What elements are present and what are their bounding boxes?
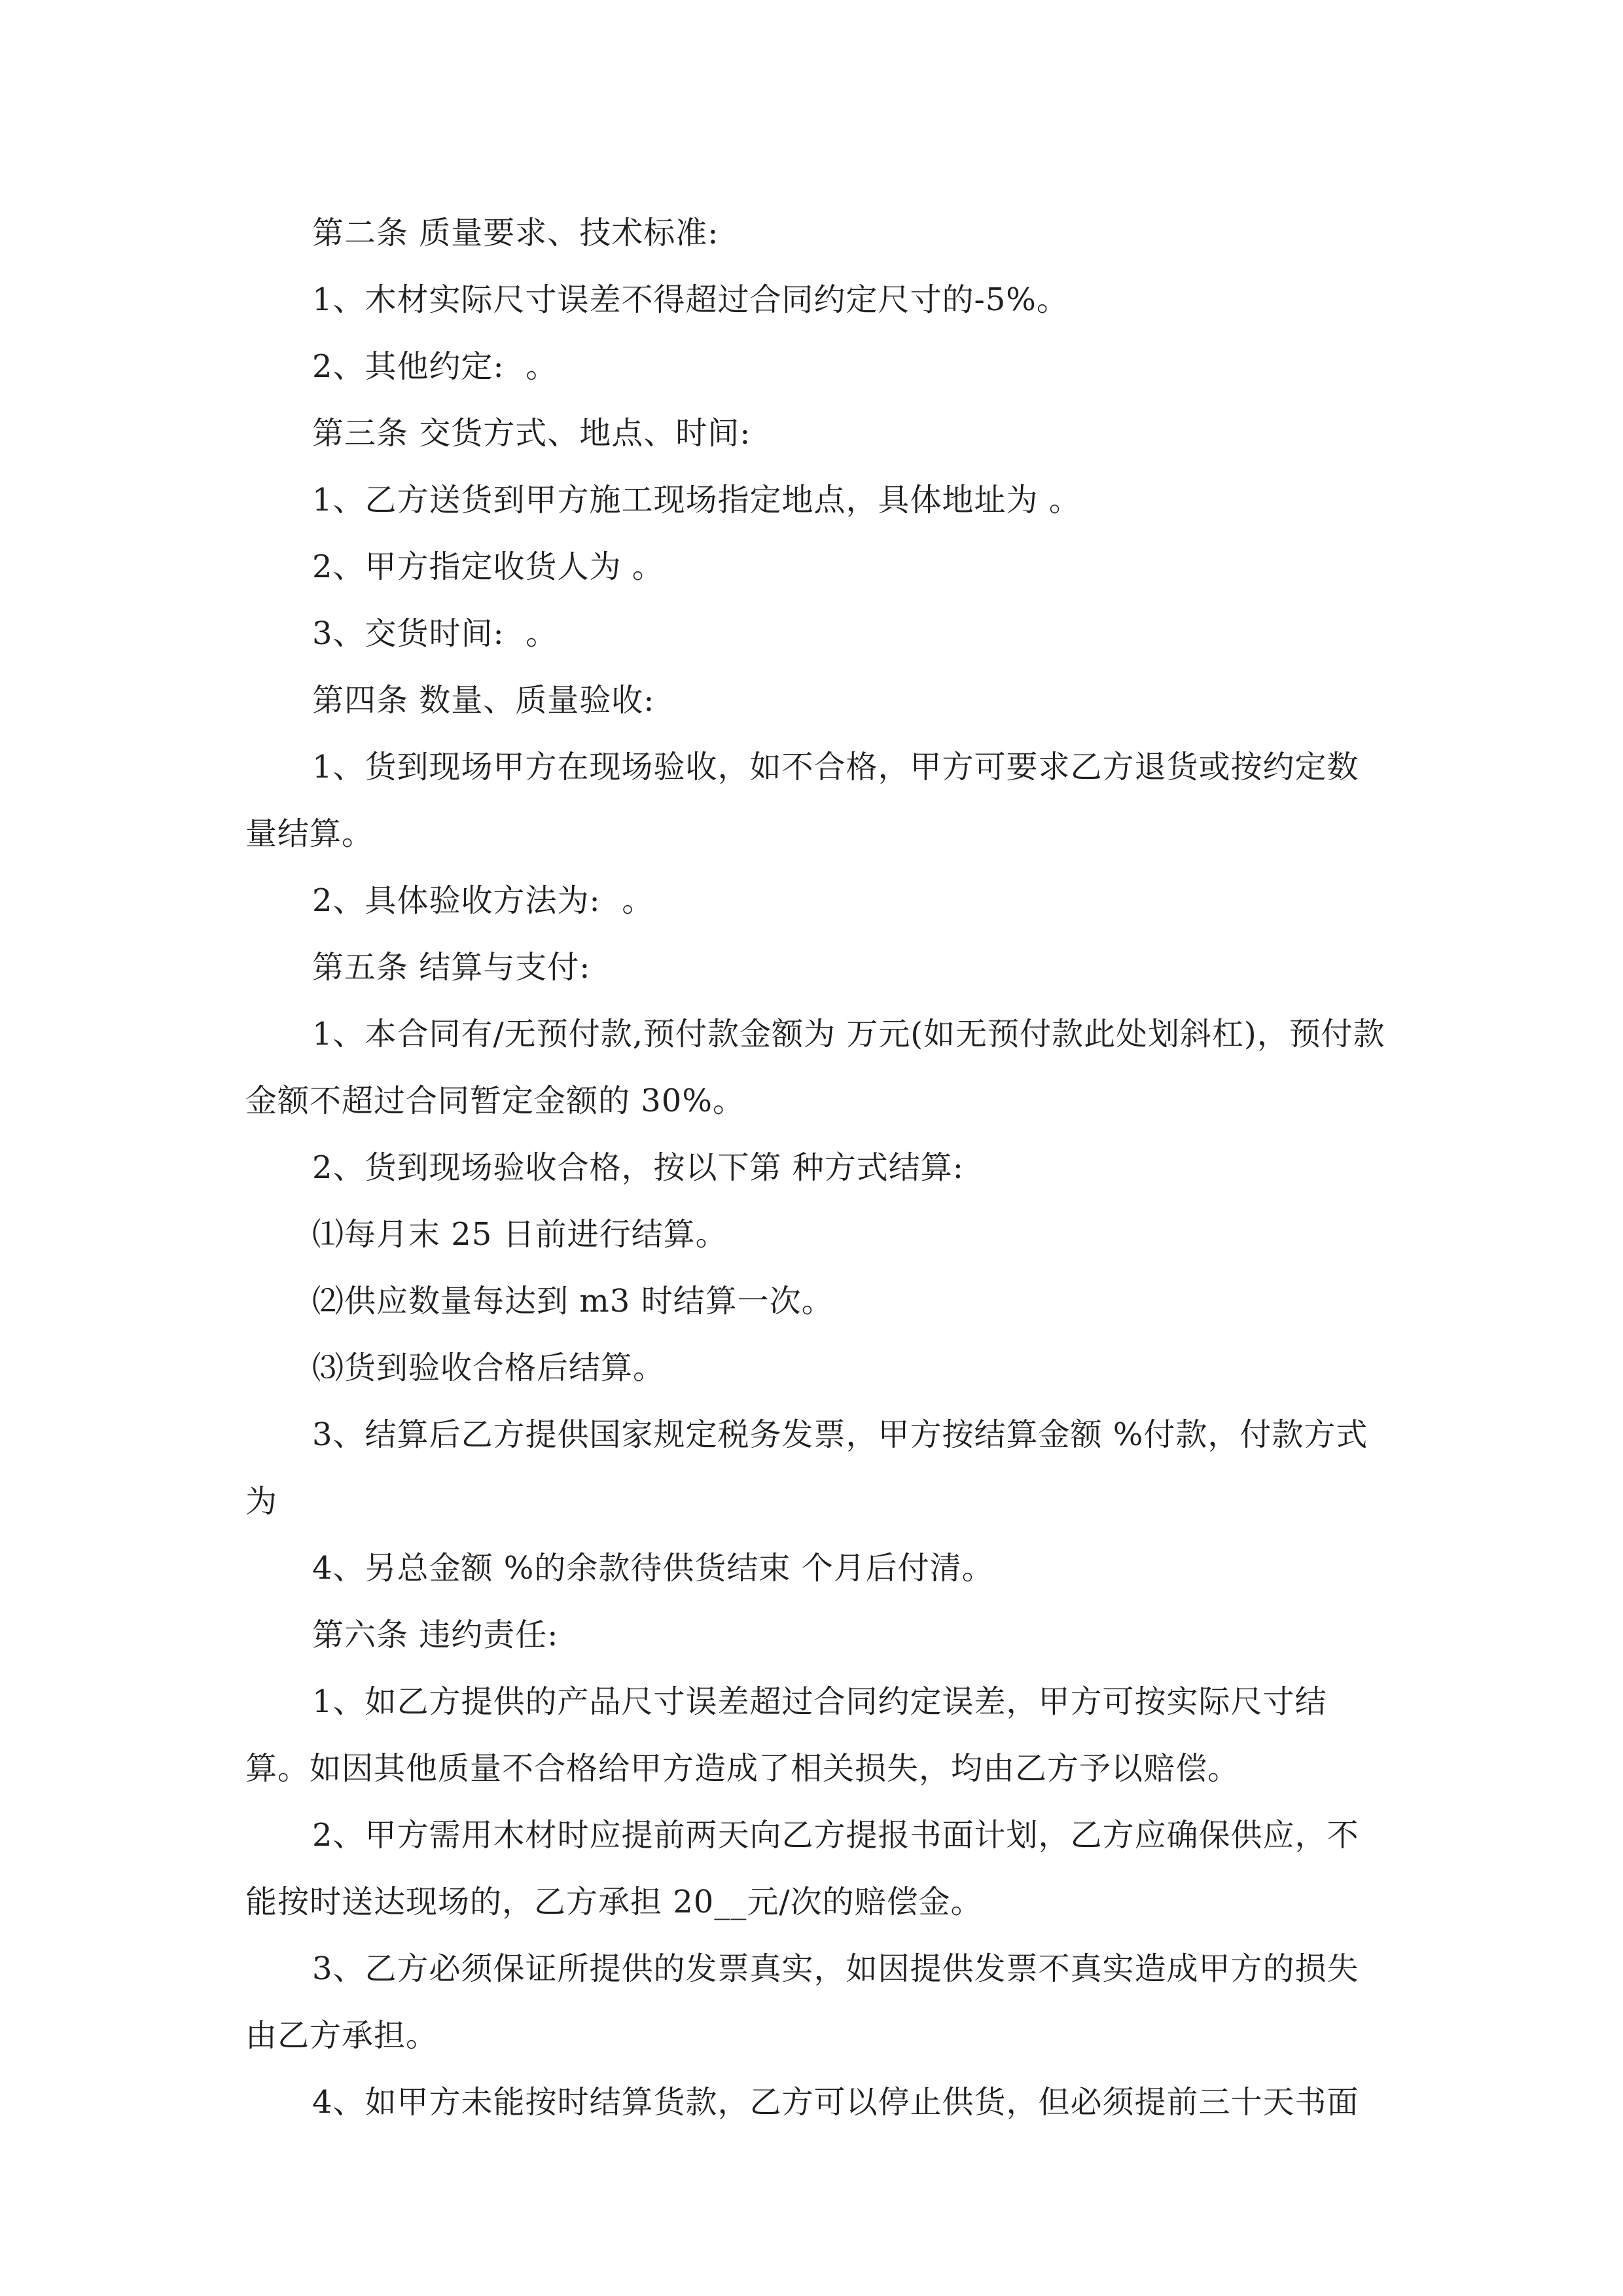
article-6-clause-3: 3、乙方必须保证所提供的发票真实，如因提供发票不真实造成甲方的损失由乙方承担。 [245,1950,1359,2054]
article-2-heading: 第二条 质量要求、技术标准: [312,215,719,251]
article-6-clause-1: 1、如乙方提供的产品尺寸误差超过合同约定误差，甲方可按实际尺寸结算。如因其他质量不合格给甲方造成了相关损失，均由乙方予以赔偿。 [245,1683,1327,1787]
article-6-clause-2: 2、甲方需用木材时应提前两天向乙方提报书面计划，乙方应确保供应，不能按时送达现场的，乙方承担 20__元/次的赔偿金。 [245,1817,1359,1920]
article-2-clause-2: 2、其他约定: 。 [312,348,558,385]
document-body [245,200,1391,2136]
article-2-clause-1: 1、木材实际尺寸误差不得超过合同约定尺寸的-5%。 [312,281,1069,318]
article-5-clause-2: 2、货到现场验收合格，按以下第 种方式结算: [312,1149,964,1186]
article-3-clause-2: 2、甲方指定收货人为 。 [312,548,664,585]
article-3-heading: 第三条 交货方式、地点、时间: [312,415,751,452]
article-5-option-2: ⑵供应数量每达到 m3 时结算一次。 [312,1283,834,1319]
article-5-clause-3: 3、结算后乙方提供国家规定税务发票，甲方按结算金额 %付款，付款方式为 [245,1416,1368,1520]
article-5-clause-4: 4、另总金额 %的余款待供货结束 个月后付清。 [312,1550,994,1587]
article-5-clause-1: 1、本合同有/无预付款,预付款金额为 万元(如无预付款此处划斜杠)，预付款金额不超过合同暂定金额的 30%。 [245,1016,1385,1119]
article-5-heading: 第五条 结算与支付: [312,949,591,986]
article-4-clause-2: 2、具体验收方法为: 。 [312,882,654,919]
article-6-clause-4: 4、如甲方未能按时结算货款，乙方可以停止供货，但必须提前三十天书面 [312,2084,1359,2121]
article-3-clause-1: 1、乙方送货到甲方施工现场指定地点，具体地址为 。 [312,482,1081,518]
article-5-option-3: ⑶货到验收合格后结算。 [312,1350,666,1386]
article-4-heading: 第四条 数量、质量验收: [312,682,655,719]
article-3-clause-3: 3、交货时间: 。 [312,615,558,652]
article-4-clause-1: 1、货到现场甲方在现场验收，如不合格，甲方可要求乙方退货或按约定数量结算。 [245,749,1359,852]
article-5-option-1: ⑴每月末 25 日前进行结算。 [312,1216,728,1253]
article-6-heading: 第六条 违约责任: [312,1617,559,1653]
